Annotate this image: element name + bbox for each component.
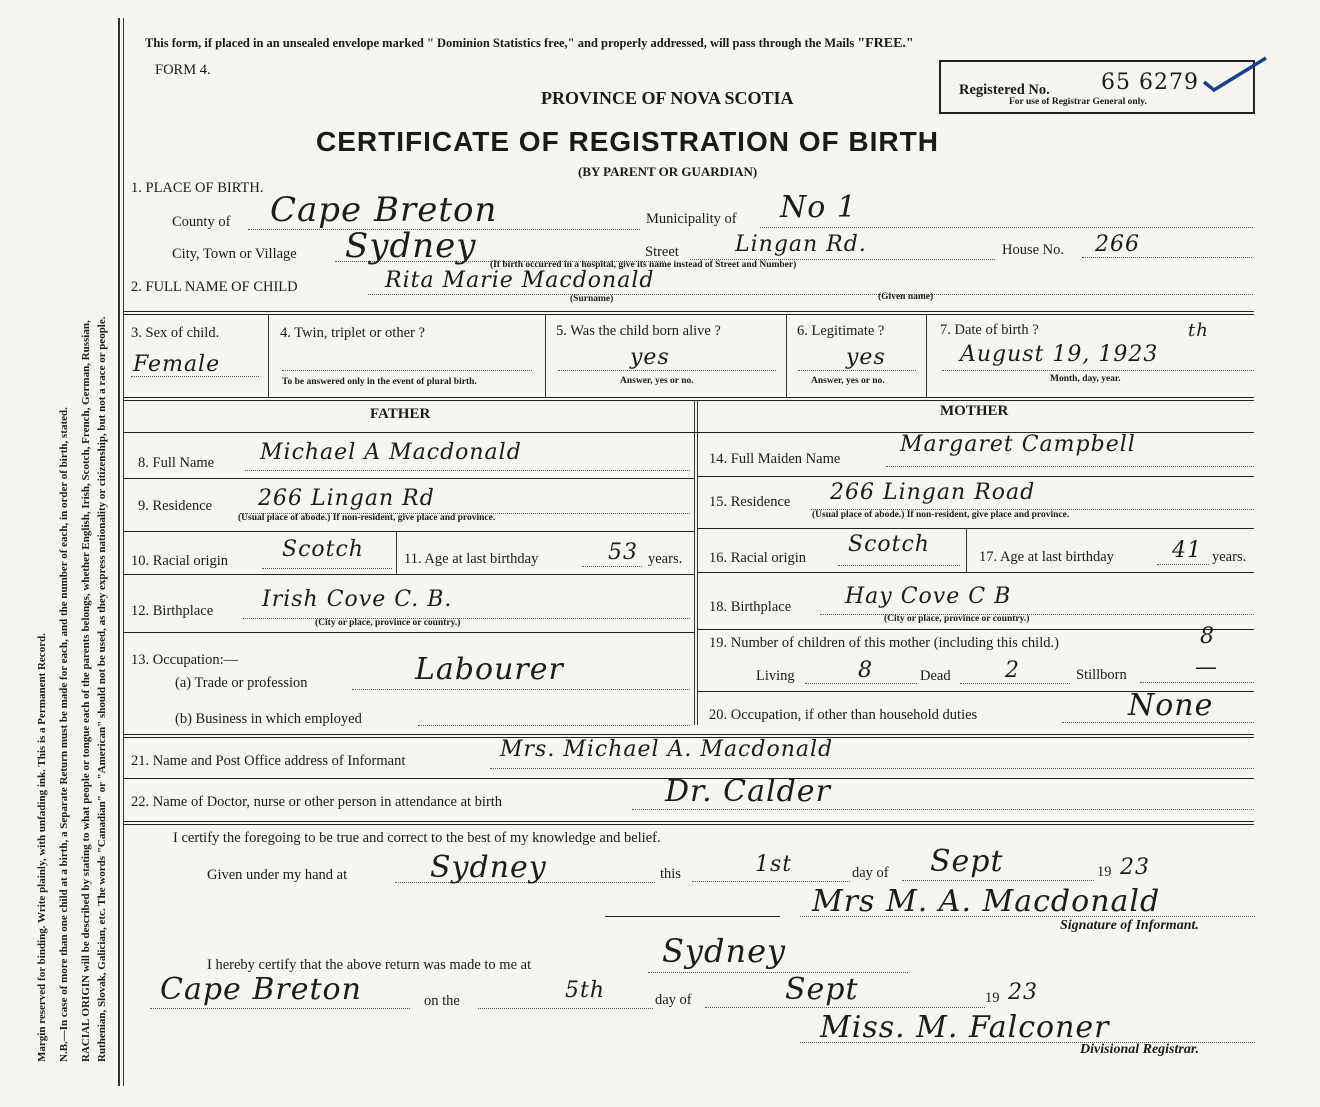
mother-race-label: 16. Racial origin [709,550,807,566]
registrar-statement: I hereby certify that the above return was made to me at [207,957,532,973]
mail-notice: This form, if placed in an unsealed envelope marked " Dominion Statistics free," and properly addressed, will pass through the Mails "FREE." [145,36,914,51]
mother-name-value: Margaret Campbell [900,432,1136,457]
registered-value: 65 6279 [1101,70,1199,95]
county-value: Cape Breton [270,190,498,230]
father-age-value: 53 [608,540,638,565]
legitimate-note: Answer, yes or no. [811,376,885,386]
form-number: FORM 4. [155,62,211,78]
father-residence-value: 266 Lingan Rd [258,486,435,511]
given-day-value: 1st [755,852,793,877]
alive-note: Answer, yes or no. [620,376,694,386]
given-month-value: Sept [930,844,1004,879]
dob-label: 7. Date of birth ? [940,322,1039,338]
child-name-value: Rita Marie Macdonald [385,268,655,293]
living-value: 8 [858,658,873,683]
given-name-note: (Given name) [878,292,934,302]
dead-value: 2 [1005,658,1020,683]
father-age-label: 11. Age at last birthday [404,551,539,567]
father-occupation-label: 13. Occupation:— [131,652,239,668]
twin-label: 4. Twin, triplet or other ? [280,325,425,341]
mother-occupation-value: None [1128,688,1214,723]
mother-race-value: Scotch [848,532,930,557]
father-residence-note: (Usual place of abode.) If non-resident, give place and province. [238,513,496,523]
legitimate-value: yes [846,345,886,370]
informant-signature: Mrs M. A. Macdonald [812,884,1161,919]
twin-note: To be answered only in the event of plural birth. [282,377,477,387]
registrar-month-value: Sept [785,972,859,1007]
registered-note: For use of Registrar General only. [1009,97,1147,107]
municipality-value: No 1 [780,190,857,225]
sex-value: Female [133,352,221,377]
trade-value: Labourer [415,652,564,687]
certificate-subtitle: (BY PARENT OR GUARDIAN) [578,164,758,179]
province-heading: PROVINCE OF NOVA SCOTIA [541,88,794,108]
father-age-unit: years. [648,551,683,567]
father-race-value: Scotch [282,537,364,562]
stillborn-label: Stillborn [1076,667,1127,683]
given-day-label: day of [852,865,889,881]
mother-age-value: 41 [1172,538,1202,563]
registrar-year-value: 23 [1008,980,1038,1005]
margin-notice-racial-origin: RACIAL ORIGIN will be described by stating to what people or tongue each of the parents belongs, whether English, Irish, Scotch, French, German, Russian, [80,320,92,1062]
informant-value: Mrs. Michael A. Macdonald [500,737,834,762]
mother-residence-note: (Usual place of abode.) If non-resident, give place and province. [812,510,1070,520]
hospital-note: (If birth occurred in a hospital, give its name instead of Street and Number) [490,260,797,270]
check-mark-icon [1200,52,1270,97]
mother-age-label: 17. Age at last birthday [979,549,1114,565]
city-value: Sydney [345,226,477,266]
alive-label: 5. Was the child born alive ? [556,323,721,339]
father-birthplace-note: (City or place, province or country.) [315,618,461,628]
registrar-place-value: Sydney [662,932,787,970]
mother-name-label: 14. Full Maiden Name [709,451,841,467]
registrar-signature-label: Divisional Registrar. [1080,1042,1200,1057]
living-label: Living [756,668,795,684]
dob-note: Month, day, year. [1050,374,1121,384]
street-label: Street [645,244,679,260]
registrar-day-value: 5th [565,978,606,1003]
father-birthplace-label: 12. Birthplace [131,603,214,619]
mother-heading: MOTHER [940,403,1009,419]
house-label: House No. [1002,242,1065,258]
county-label: County of [172,214,231,230]
margin-notice-racial-origin-cont: Ruthenian, Slovak, Galician, etc. The words "Canadian" or "American" should not be used, as they express nationality or citizenship, but not a race or people. [96,316,108,1062]
mother-occupation-label: 20. Occupation, if other than household duties [709,707,978,723]
doctor-label: 22. Name of Doctor, nurse or other person in attendance at birth [131,794,503,810]
mother-residence-value: 266 Lingan Road [830,480,1036,505]
city-label: City, Town or Village [172,246,297,262]
registrar-year-prefix: 19 [985,990,1000,1006]
binding-margin [0,0,118,1107]
father-race-label: 10. Racial origin [131,553,229,569]
house-value: 266 [1095,232,1140,257]
mother-age-unit: years. [1212,549,1247,565]
sex-label: 3. Sex of child. [131,325,220,341]
margin-rule-inner [123,18,124,1086]
father-heading: FATHER [370,406,431,422]
trade-label: (a) Trade or profession [175,675,308,691]
registrar-day-label: day of [655,992,692,1008]
mother-residence-label: 15. Residence [709,494,791,510]
stillborn-value: — [1195,655,1218,680]
margin-notice-binding: Margin reserved for binding. Write plainly, with unfading ink. This is a Permanent Record. [36,633,48,1062]
children-count-label: 19. Number of children of this mother (including this child.) [709,635,1059,651]
street-value: Lingan Rd. [735,232,867,257]
mother-birthplace-note: (City or place, province or country.) [884,614,1030,624]
this-label: this [660,866,681,882]
surname-note: (Surname) [570,294,614,304]
dob-value: August 19, 1923 [960,342,1159,367]
child-name-label: 2. FULL NAME OF CHILD [131,279,298,295]
place-of-birth-label: 1. PLACE OF BIRTH. [131,180,264,196]
dead-label: Dead [920,668,951,684]
informant-signature-label: Signature of Informant. [1060,918,1199,933]
margin-notice-multiple-birth: N.B.—In case of more than one child at a birth, a Separate Return must be made for each, and the number of each, in order of birth, stated. [58,407,70,1062]
margin-rule [118,18,120,1086]
registrar-on-label: on the [424,993,460,1009]
informant-label: 21. Name and Post Office address of Informant [131,753,406,769]
municipality-label: Municipality of [646,211,737,227]
alive-value: yes [630,345,670,370]
father-name-label: 8. Full Name [138,455,215,471]
given-year-value: 23 [1120,855,1150,880]
given-year-prefix: 19 [1097,864,1112,880]
father-residence-label: 9. Residence [138,498,213,514]
dob-suffix: th [1188,320,1209,341]
mother-birthplace-label: 18. Birthplace [709,599,792,615]
mother-birthplace-value: Hay Cove C B [845,584,1012,609]
father-name-value: Michael A Macdonald [260,440,522,465]
given-place-value: Sydney [430,850,547,885]
doctor-value: Dr. Calder [665,774,831,809]
legitimate-label: 6. Legitimate ? [797,323,885,339]
registrar-signature: Miss. M. Falconer [820,1010,1110,1045]
business-label: (b) Business in which employed [175,711,362,727]
registered-label: Registered No. [959,82,1050,98]
father-birthplace-value: Irish Cove C. B. [262,587,453,612]
children-count-value: 8 [1200,624,1215,649]
registrar-county-value: Cape Breton [160,972,362,1007]
certify-statement: I certify the foregoing to be true and correct to the best of my knowledge and belief. [173,830,661,846]
certificate-title: CERTIFICATE OF REGISTRATION OF BIRTH [316,126,939,157]
given-label: Given under my hand at [207,867,348,883]
